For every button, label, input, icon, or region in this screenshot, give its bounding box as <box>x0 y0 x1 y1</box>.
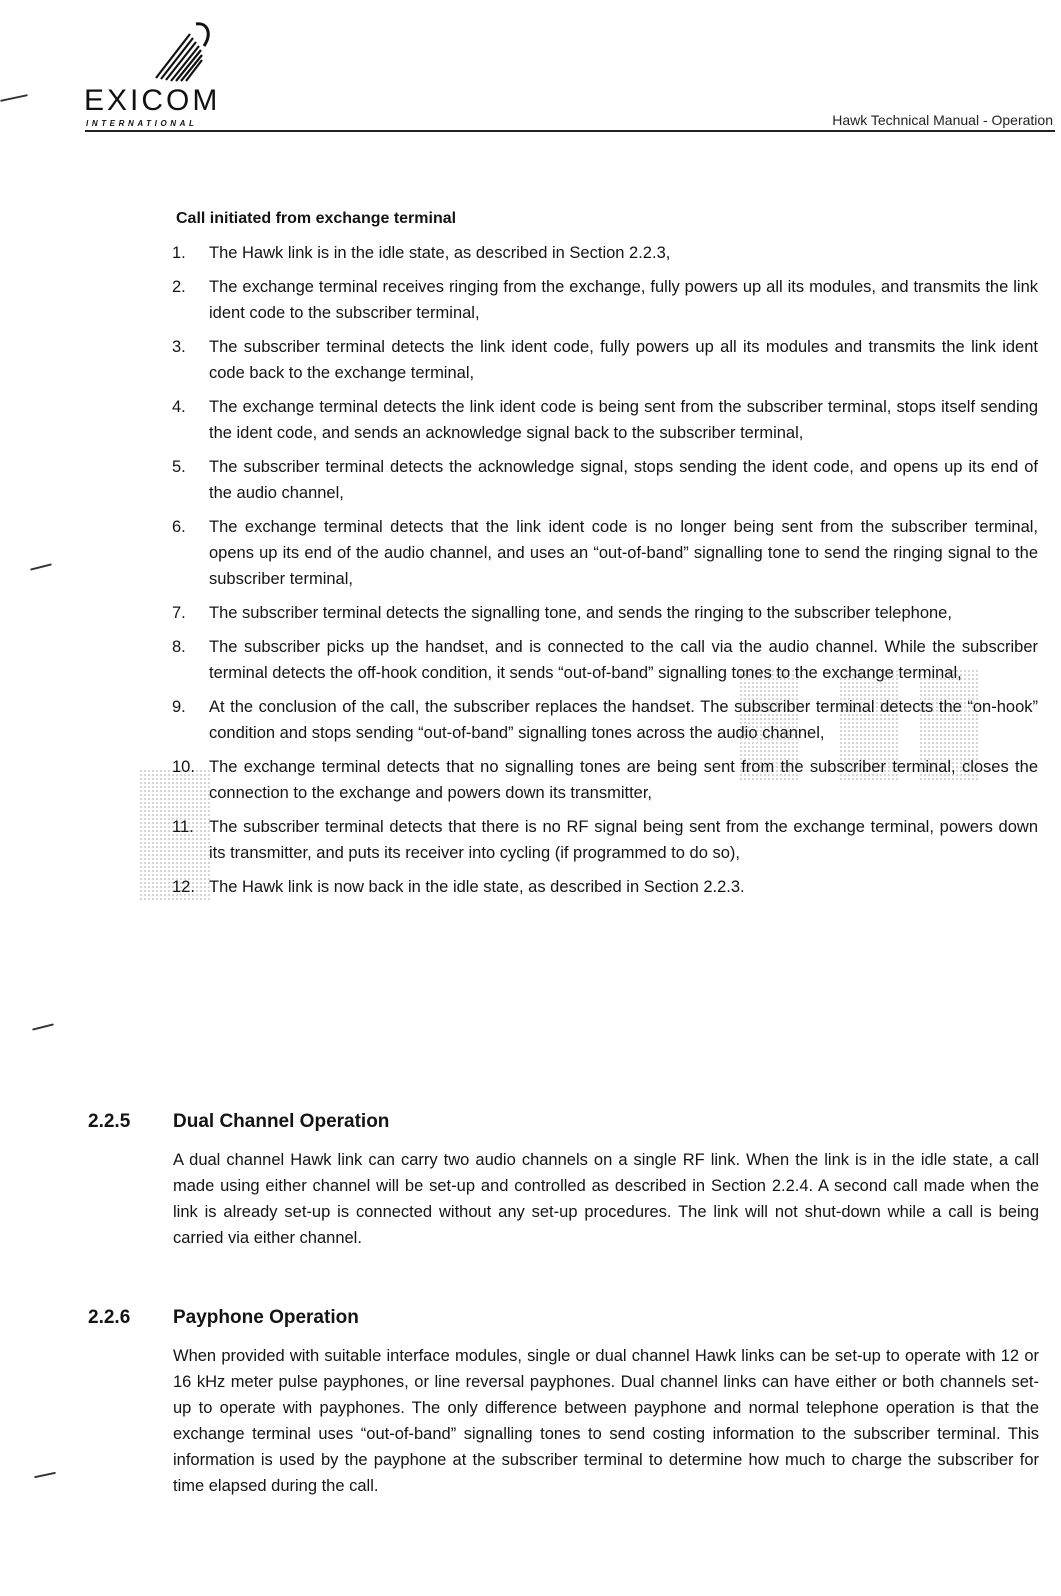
section-number: 2.2.6 <box>88 1307 131 1328</box>
step-number: 9. <box>172 698 186 716</box>
step-text: The exchange terminal detects the link ident code is being sent from the subscriber terminal, stops itself sending the ident code, and sends an acknowledge signal back to the subscriber terminal, <box>209 398 1038 442</box>
step-number: 3. <box>172 338 186 356</box>
section-body: When provided with suitable interface modules, single or dual channel Hawk links can be set-up to operate with 12 or 16 kHz meter pulse payphones, or line reversal payphones. Dual channel links can have either or both channels set-up to operate with payphones. The only difference between payphone and normal telephone operation is that the exchange terminal uses “out-of-band” signalling tones to send costing information to the subscriber terminal. This information is used by the payphone at the subscriber terminal to determine how much to charge the subscriber for time elapsed during the call. <box>173 1347 1039 1495</box>
step-number: 4. <box>172 398 186 416</box>
step-text: The Hawk link is now back in the idle state, as described in Section 2.2.3. <box>209 878 745 896</box>
list-item <box>172 754 1038 806</box>
list-item <box>172 600 1038 626</box>
scan-margin-mark <box>34 1472 56 1479</box>
scan-margin-mark <box>30 563 52 570</box>
subsection-heading: Call initiated from exchange terminal <box>176 210 457 227</box>
step-text: At the conclusion of the call, the subscriber replaces the handset. The subscriber terminal detects the “on-hook” condition and stops sending “out-of-band” signalling tones across the audio channel, <box>209 698 1038 742</box>
step-text: The exchange terminal receives ringing from the exchange, fully powers up all its modules, and transmits the link ident code to the subscriber terminal, <box>209 278 1038 322</box>
step-text: The exchange terminal detects that no signalling tones are being sent from the subscriber terminal, closes the connection to the exchange and powers down its transmitter, <box>209 758 1038 802</box>
logo-subtext: INTERNATIONAL <box>86 119 198 128</box>
step-number: 12. <box>172 878 195 896</box>
header-divider <box>85 130 1055 132</box>
list-item <box>172 514 1038 592</box>
step-text: The subscriber terminal detects the acknowledge signal, stops sending the ident code, and opens up its end of the audio channel, <box>209 458 1038 502</box>
step-text: The subscriber picks up the handset, and is connected to the call via the audio channel. While the subscriber terminal detects the off-hook condition, it sends “out-of-band” signalling tones to the exchange terminal, <box>209 638 1038 682</box>
list-item <box>172 334 1038 386</box>
step-text: The Hawk link is in the idle state, as described in Section 2.2.3, <box>209 244 671 262</box>
step-text: The subscriber terminal detects the signalling tone, and sends the ringing to the subscriber telephone, <box>209 604 952 622</box>
list-item <box>172 694 1038 746</box>
section-body: A dual channel Hawk link can carry two audio channels on a single RF link. When the link is in the idle state, a call made using either channel will be set-up and controlled as described in Section 2.2.4. A second call made when the link is already set-up is connected without any set-up procedures. The link will not shut-down while a call is being carried via either channel. <box>173 1151 1039 1247</box>
list-item <box>172 240 1038 266</box>
step-text: The subscriber terminal detects the link ident code, fully powers up all its modules and transmits the link ident code back to the exchange terminal, <box>209 338 1038 382</box>
list-item <box>172 814 1038 866</box>
document-title: Hawk Technical Manual - Operation <box>832 112 1053 128</box>
step-number: 10. <box>172 758 195 776</box>
list-item <box>172 634 1038 686</box>
section-title: Dual Channel Operation <box>173 1111 390 1132</box>
list-item <box>172 274 1038 326</box>
logo-emblem-icon <box>144 20 214 82</box>
step-number: 11. <box>172 818 194 836</box>
list-item <box>172 874 1038 900</box>
step-number: 1. <box>172 244 186 262</box>
step-text: The subscriber terminal detects that there is no RF signal being sent from the exchange terminal, powers down its transmitter, and puts its receiver into cycling (if programmed to do so), <box>209 818 1038 862</box>
step-number: 5. <box>172 458 186 476</box>
step-number: 2. <box>172 278 186 296</box>
scan-margin-mark <box>0 94 28 102</box>
step-number: 8. <box>172 638 186 656</box>
section-number: 2.2.5 <box>88 1111 131 1132</box>
list-item <box>172 394 1038 446</box>
step-number: 7. <box>172 604 186 622</box>
logo-wordmark: EXICOM <box>84 84 221 117</box>
scan-margin-mark <box>32 1023 54 1030</box>
section-title: Payphone Operation <box>173 1307 359 1328</box>
call-steps-list <box>172 240 1038 908</box>
step-text: The exchange terminal detects that the link ident code is no longer being sent from the subscriber terminal, opens up its end of the audio channel, and uses an “out-of-band” signalling tone to send the ringing signal to the subscriber terminal, <box>209 518 1038 588</box>
list-item <box>172 454 1038 506</box>
company-logo <box>84 20 254 130</box>
step-number: 6. <box>172 518 186 536</box>
